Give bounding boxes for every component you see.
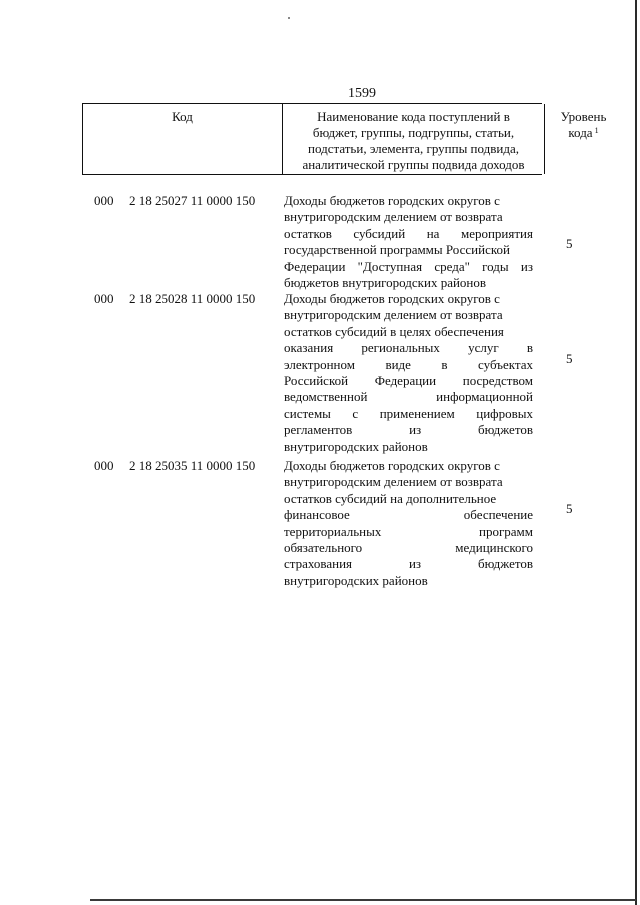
- footnote-marker: 1: [594, 126, 599, 135]
- page-number-text: 1599: [348, 86, 376, 101]
- description-line: [284, 507, 533, 523]
- description-word: Федерации: [284, 258, 346, 274]
- description-word: применением: [379, 405, 455, 421]
- row-admin-code: 000: [94, 193, 114, 208]
- scan-edge-bottom: [90, 899, 636, 901]
- description-line: [284, 540, 533, 556]
- description-word: региональных: [361, 340, 440, 356]
- header-code-label: Код: [172, 109, 193, 124]
- scan-edge-right: [635, 0, 637, 905]
- description-word: страхования: [284, 556, 353, 572]
- description-word: финансовое: [284, 507, 350, 523]
- description-word: виде: [385, 356, 411, 372]
- description-word: электронном: [284, 356, 355, 372]
- header-level-text: кода: [568, 125, 593, 140]
- description-word: среда": [434, 258, 470, 274]
- description-word: оказания: [284, 340, 334, 356]
- description-word: системы: [284, 405, 331, 421]
- description-line: остатков субсидий на дополнительное: [284, 490, 497, 506]
- row-level: 5: [566, 501, 573, 517]
- description-word: медицинского: [455, 540, 533, 556]
- description-word: ведомственной: [284, 389, 368, 405]
- description-line: [284, 406, 533, 422]
- description-line: [284, 524, 533, 540]
- description-word: остатков: [284, 225, 332, 241]
- row-revenue-code: 2 18 25028 11 0000 150: [129, 291, 256, 306]
- row-admin-code: 000: [94, 458, 114, 473]
- row-revenue-code: 2 18 25035 11 0000 150: [129, 458, 256, 473]
- description-word: годы: [482, 258, 509, 274]
- header-level-line-2: [545, 125, 622, 141]
- header-code-column: [82, 104, 282, 174]
- header-name-column: [282, 104, 544, 174]
- description-line: внутригородским делением от возврата: [284, 209, 503, 225]
- header-name-line: подстатьи, элемента, группы подвида,: [308, 141, 519, 156]
- row-description: [284, 291, 533, 455]
- description-word: услуг: [468, 340, 499, 356]
- description-word: мероприятия: [460, 225, 533, 241]
- description-line: [284, 389, 533, 405]
- description-word: Федерации: [374, 373, 437, 389]
- header-level-line: Уровень: [560, 109, 607, 124]
- header-level-column: [544, 104, 622, 174]
- description-line: остатков субсидий в целях обеспечения: [284, 323, 504, 339]
- description-word: территориальных: [284, 523, 382, 539]
- page-number: [82, 86, 640, 102]
- description-line: внутригородских районов: [284, 572, 428, 588]
- description-word: субъектах: [478, 356, 533, 372]
- scan-speck: [288, 17, 290, 19]
- description-line: [284, 373, 533, 389]
- description-word: с: [352, 405, 359, 421]
- description-word: из: [520, 258, 533, 274]
- row-level: 5: [566, 236, 573, 252]
- row-description: [284, 458, 533, 589]
- description-word: бюджетов: [477, 556, 533, 572]
- description-line: Доходы бюджетов городских округов с: [284, 291, 500, 306]
- description-word: на: [426, 225, 440, 241]
- table-header: [82, 103, 607, 175]
- description-line: бюджетов внутригородских районов: [284, 275, 487, 291]
- description-word: из: [409, 422, 422, 438]
- row-revenue-code: 2 18 25027 11 0000 150: [129, 193, 256, 208]
- description-line: [284, 357, 533, 373]
- header-name-line: Наименование кода поступлений в: [317, 109, 510, 124]
- description-word: регламентов: [284, 422, 353, 438]
- description-word: в: [441, 356, 448, 372]
- row-description: [284, 193, 533, 291]
- description-word: обязательного: [284, 540, 363, 556]
- header-name-line: аналитической группы подвида доходов: [302, 157, 525, 172]
- header-name-line: бюджет, группы, подгруппы, статьи,: [312, 125, 515, 140]
- row-level: 5: [566, 350, 573, 366]
- description-word: "Доступная: [357, 258, 423, 274]
- description-line: Доходы бюджетов городских округов с: [284, 458, 500, 473]
- description-word: Российской: [284, 373, 349, 389]
- description-line: внутригородским делением от возврата: [284, 307, 503, 323]
- row-admin-code: 000: [94, 291, 114, 306]
- description-line: [284, 259, 533, 275]
- description-line: [284, 556, 533, 572]
- description-word: обеспечение: [463, 507, 533, 523]
- description-word: программ: [478, 523, 533, 539]
- description-line: внутригородских районов: [284, 438, 428, 454]
- description-word: информационной: [436, 389, 533, 405]
- description-word: цифровых: [476, 405, 533, 421]
- description-line: государственной программы Российской: [284, 242, 510, 258]
- description-word: бюджетов: [477, 422, 533, 438]
- description-line: Доходы бюджетов городских округов с: [284, 193, 500, 208]
- description-word: посредством: [462, 373, 533, 389]
- description-line: [284, 422, 533, 438]
- description-line: [284, 226, 533, 242]
- description-word: из: [408, 556, 422, 572]
- description-line: [284, 340, 533, 356]
- description-word: в: [526, 340, 533, 356]
- description-line: внутригородским делением от возврата: [284, 474, 503, 490]
- description-word: субсидий: [353, 225, 406, 241]
